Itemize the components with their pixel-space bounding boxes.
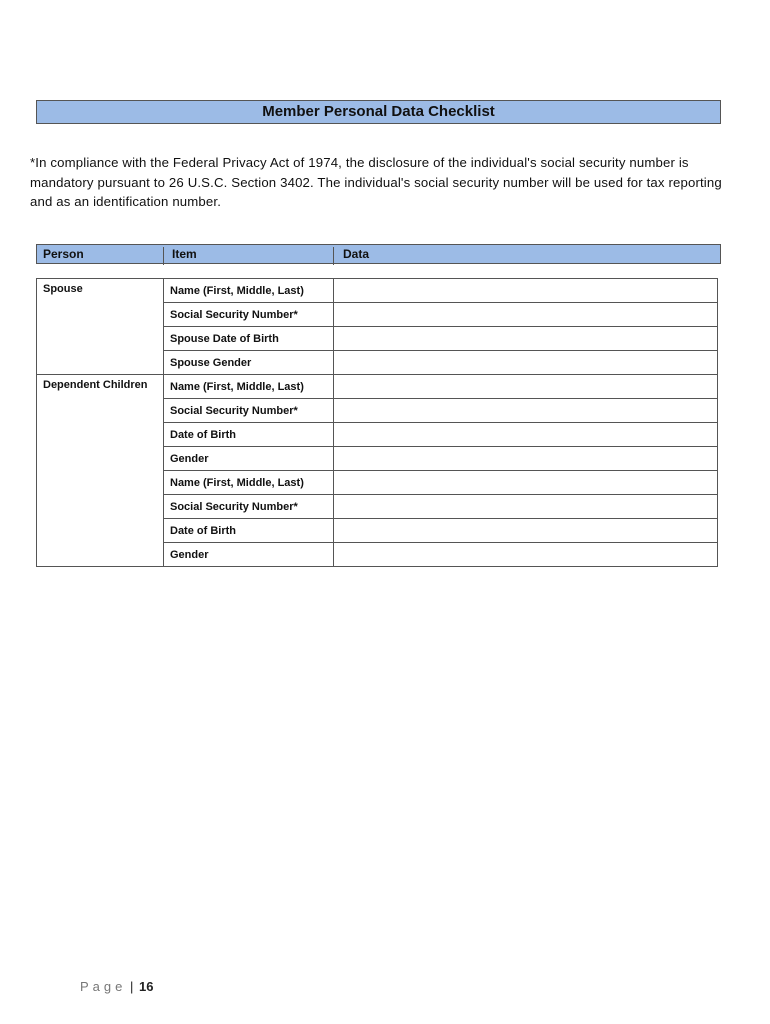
checklist-table: [36, 278, 718, 567]
item-label: Social Security Number*: [164, 303, 334, 327]
page-label: Page: [80, 979, 127, 994]
data-field[interactable]: [334, 423, 718, 447]
data-field[interactable]: [334, 351, 718, 375]
item-label: Gender: [164, 543, 334, 567]
data-field[interactable]: [334, 399, 718, 423]
header-item: Item: [172, 247, 197, 261]
person-dependent-children: Dependent Children: [37, 375, 164, 567]
header-data: Data: [343, 247, 370, 261]
data-field[interactable]: [334, 375, 718, 399]
page-separator: |: [130, 979, 134, 994]
item-label: Gender: [164, 447, 334, 471]
data-field[interactable]: [334, 279, 718, 303]
table-row: [37, 375, 718, 399]
data-field[interactable]: [334, 471, 718, 495]
item-label: Name (First, Middle, Last): [164, 375, 334, 399]
header-divider: [333, 247, 334, 265]
data-field[interactable]: [334, 543, 718, 567]
item-label: Social Security Number*: [164, 399, 334, 423]
data-field[interactable]: [334, 327, 718, 351]
header-divider: [163, 247, 164, 265]
item-label: Date of Birth: [164, 519, 334, 543]
item-label: Social Security Number*: [164, 495, 334, 519]
page-number: 16: [139, 979, 154, 994]
page-footer: [80, 979, 153, 994]
item-label: Date of Birth: [164, 423, 334, 447]
data-field[interactable]: [334, 303, 718, 327]
table-row: [37, 279, 718, 303]
data-field[interactable]: [334, 495, 718, 519]
page-title: Member Personal Data Checklist: [36, 100, 721, 124]
privacy-notice: *In compliance with the Federal Privacy Act of 1974, the disclosure of the individual's social security number is mandatory pursuant to 26 U.S.C. Section 3402. The individual's social security number will be used for tax reporting and as an identification number.: [30, 155, 722, 209]
table-header: [36, 244, 721, 264]
header-person: Person: [43, 247, 84, 261]
item-label: Name (First, Middle, Last): [164, 471, 334, 495]
data-field[interactable]: [334, 447, 718, 471]
item-label: Spouse Gender: [164, 351, 334, 375]
person-spouse: Spouse: [37, 279, 164, 375]
item-label: Name (First, Middle, Last): [164, 279, 334, 303]
data-field[interactable]: [334, 519, 718, 543]
item-label: Spouse Date of Birth: [164, 327, 334, 351]
